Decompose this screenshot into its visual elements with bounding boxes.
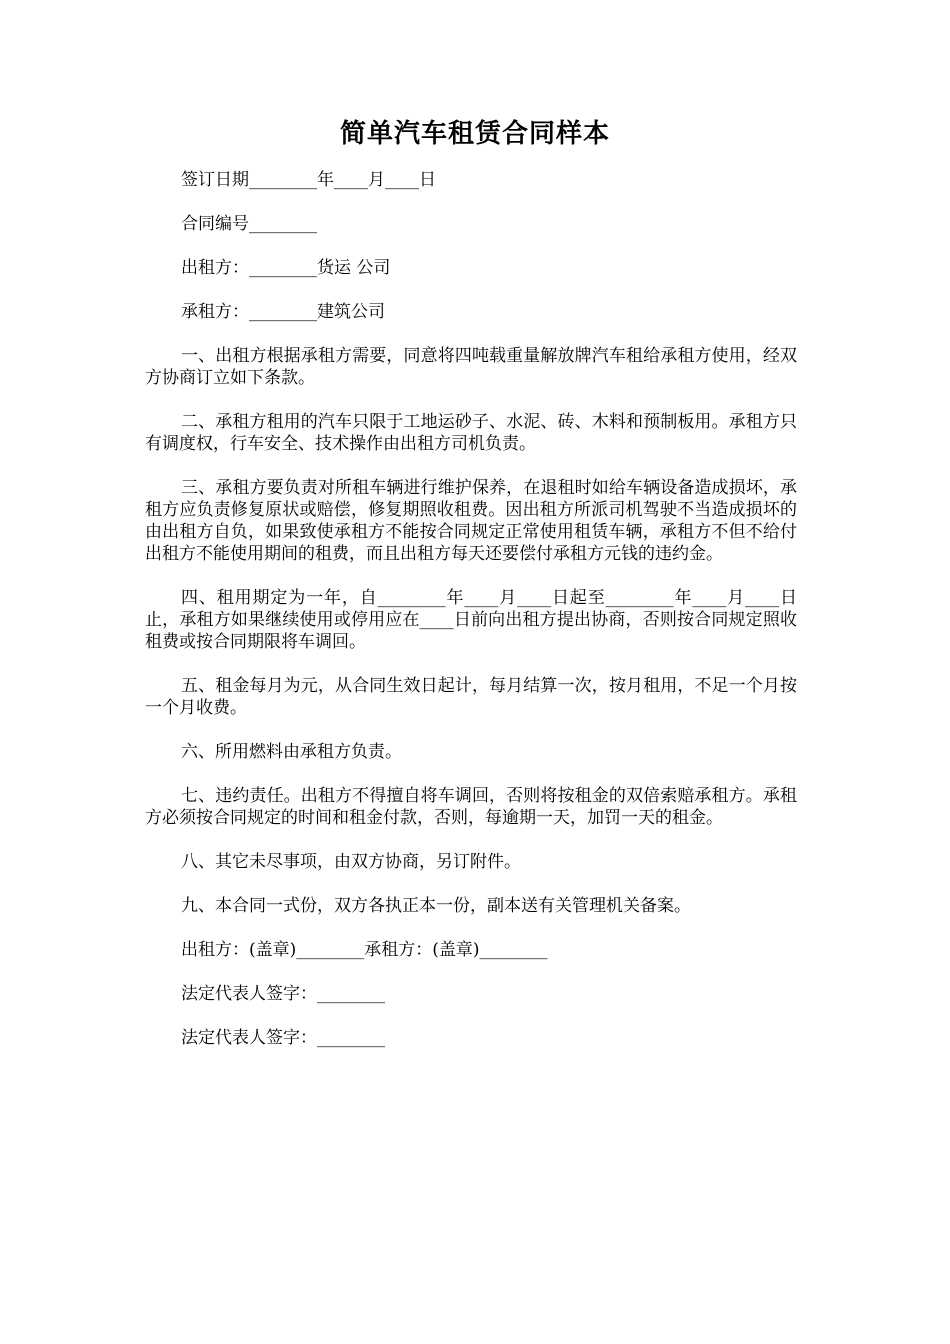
clause-9: 九、本合同一式份，双方各执正本一份，副本送有关管理机关备案。 [181, 896, 691, 916]
clause-7: 七、违约责任。出租方不得擅自将车调回，否则将按租金的双倍索赔承租方。承租方必须按合同规定的时间和租金付款，否则，每逾期一天，加罚一天的租金。 [145, 786, 797, 828]
clause-4: 四、租用期定为一年，自________年____月____日起至________年____月____日止，承租方如果继续使用或停用应在____日前向出租方提出协商，否则按合同规定照收租费或按合同期限将车调回。 [145, 588, 797, 652]
clause-1: 一、出租方根据承租方需要，同意将四吨载重量解放牌汽车租给承租方使用，经双方协商订立如下条款。 [145, 346, 797, 388]
lessee-line: 承租方：________建筑公司 [181, 302, 385, 322]
document-body [145, 169, 797, 1071]
clause-3: 三、承租方要负责对所租车辆进行维护保养，在退租时如给车辆设备造成损坏，承租方应负责修复原状或赔偿，修复期照收租费。因出租方所派司机驾驶不当造成损坏的由出租方自负，如果致使承租方不能按合同规定正常使用租赁车辆，承租方不但不给付出租方不能使用期间的租费，而且出租方每天还要偿付承租方元钱的违约金。 [145, 478, 797, 564]
clause-6: 六、所用燃料由承租方负责。 [181, 742, 402, 762]
lessor-line: 出租方：________货运 公司 [181, 258, 391, 278]
clause-8: 八、其它未尽事项，由双方协商，另订附件。 [181, 852, 521, 872]
contract-number-line: 合同编号________ [181, 214, 317, 234]
clause-2: 二、承租方租用的汽车只限于工地运砂子、水泥、砖、木料和预制板用。承租方只有调度权，行车安全、技术操作由出租方司机负责。 [145, 412, 797, 454]
signature-line-1: 法定代表人签字：________ [181, 984, 385, 1004]
clause-5: 五、租金每月为元，从合同生效日起计，每月结算一次，按月租用，不足一个月按一个月收费。 [145, 676, 797, 718]
document-title: 简单汽车租赁合同样本 [339, 119, 610, 149]
signing-date-line: 签订日期________年____月____日 [181, 170, 436, 190]
seal-line: 出租方：(盖章)________承租方：(盖章)________ [181, 940, 548, 960]
signature-line-2: 法定代表人签字：________ [181, 1028, 385, 1048]
